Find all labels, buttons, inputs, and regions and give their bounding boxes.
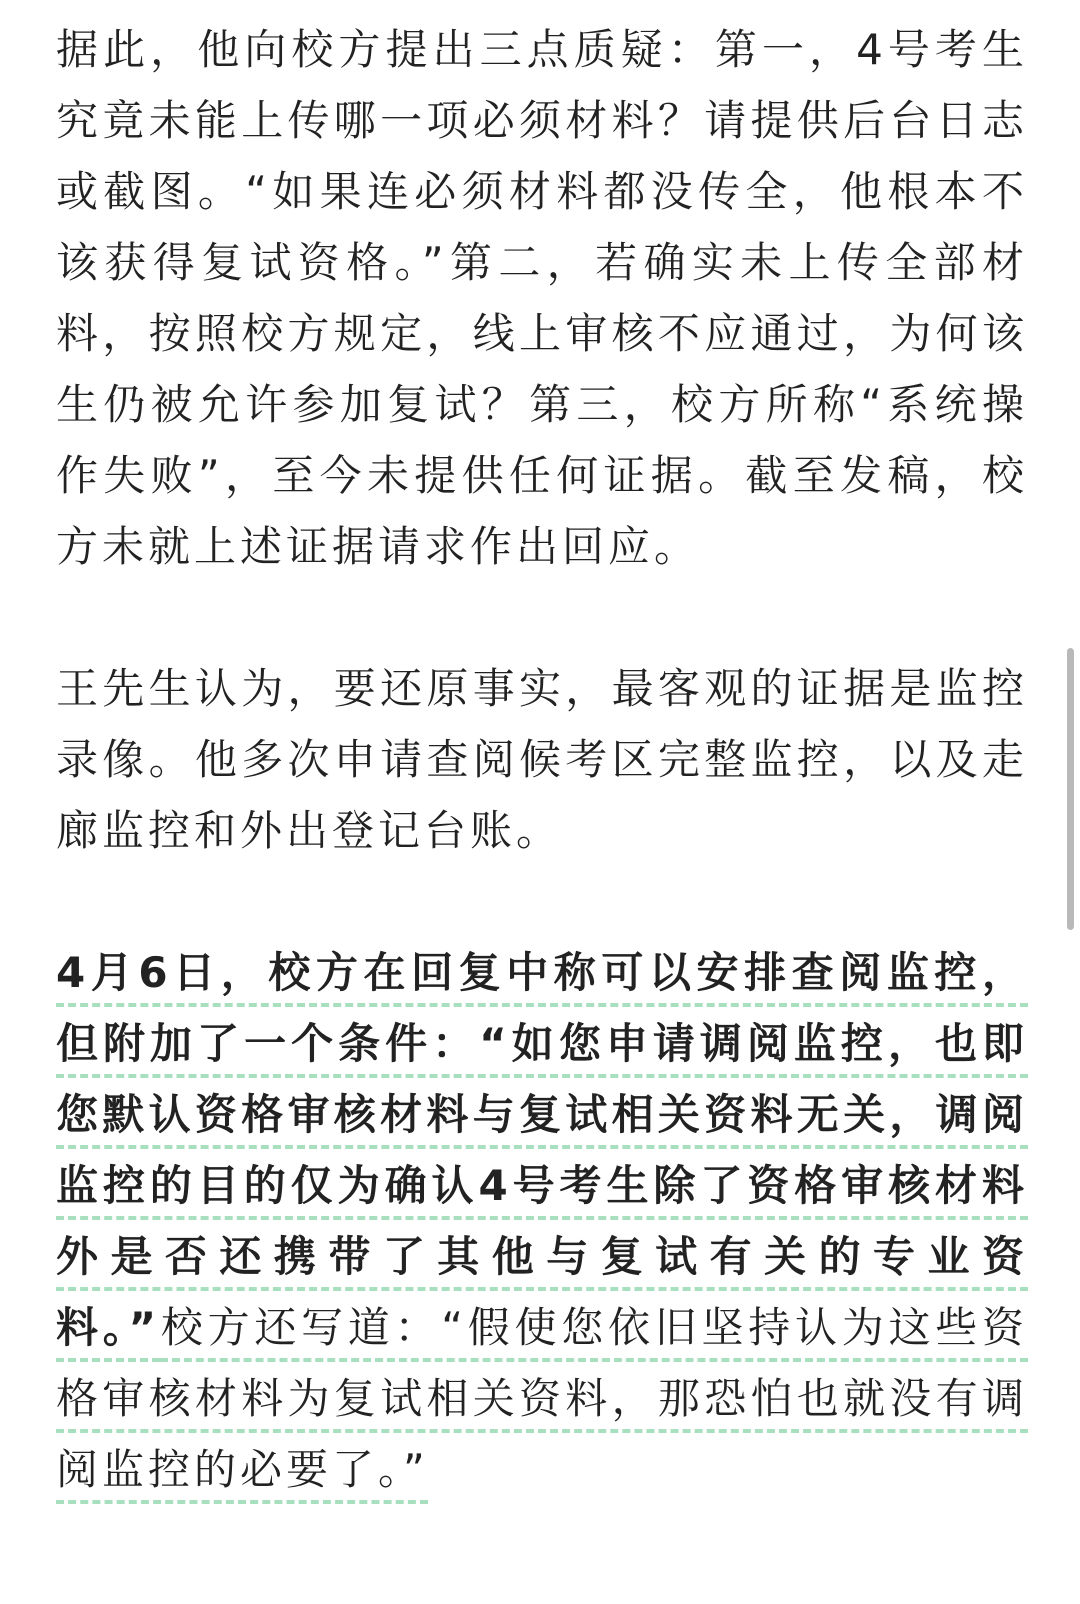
highlighted-quote-regular: 校方还写道：“假使您依旧坚持认为这些资格审核材料为复试相关资料，那恐怕也就没有调阅监控的必要了。” bbox=[56, 1303, 1028, 1494]
article-body bbox=[56, 14, 1028, 1505]
paragraph-school-reply bbox=[56, 937, 1028, 1505]
scrollbar-thumb[interactable] bbox=[1067, 648, 1074, 930]
highlighted-quote-bold: 4月6日，校方在回复中称可以安排查阅监控，但附加了一个条件：“如您申请调阅监控，也即您默认资格审核材料与复试相关资料无关，调阅监控的目的仅为确认4号考生除了资格审核材料外是否还携带了其他与复试有关的专业资料。” bbox=[56, 948, 1028, 1352]
paragraph-questions: 据此，他向校方提出三点质疑：第一，4号考生究竟未能上传哪一项必须材料？请提供后台日志或截图。“如果连必须材料都没传全，他根本不该获得复试资格。”第二，若确实未上传全部材料，按照校方规定，线上审核不应通过，为何该生仍被允许参加复试？第三，校方所称“系统操作失败”，至今未提供任何证据。截至发稿，校方未就上述证据请求作出回应。 bbox=[56, 25, 1028, 571]
paragraph-surveillance-request: 王先生认为，要还原事实，最客观的证据是监控录像。他多次申请查阅候考区完整监控，以及走廊监控和外出登记台账。 bbox=[56, 664, 1028, 855]
